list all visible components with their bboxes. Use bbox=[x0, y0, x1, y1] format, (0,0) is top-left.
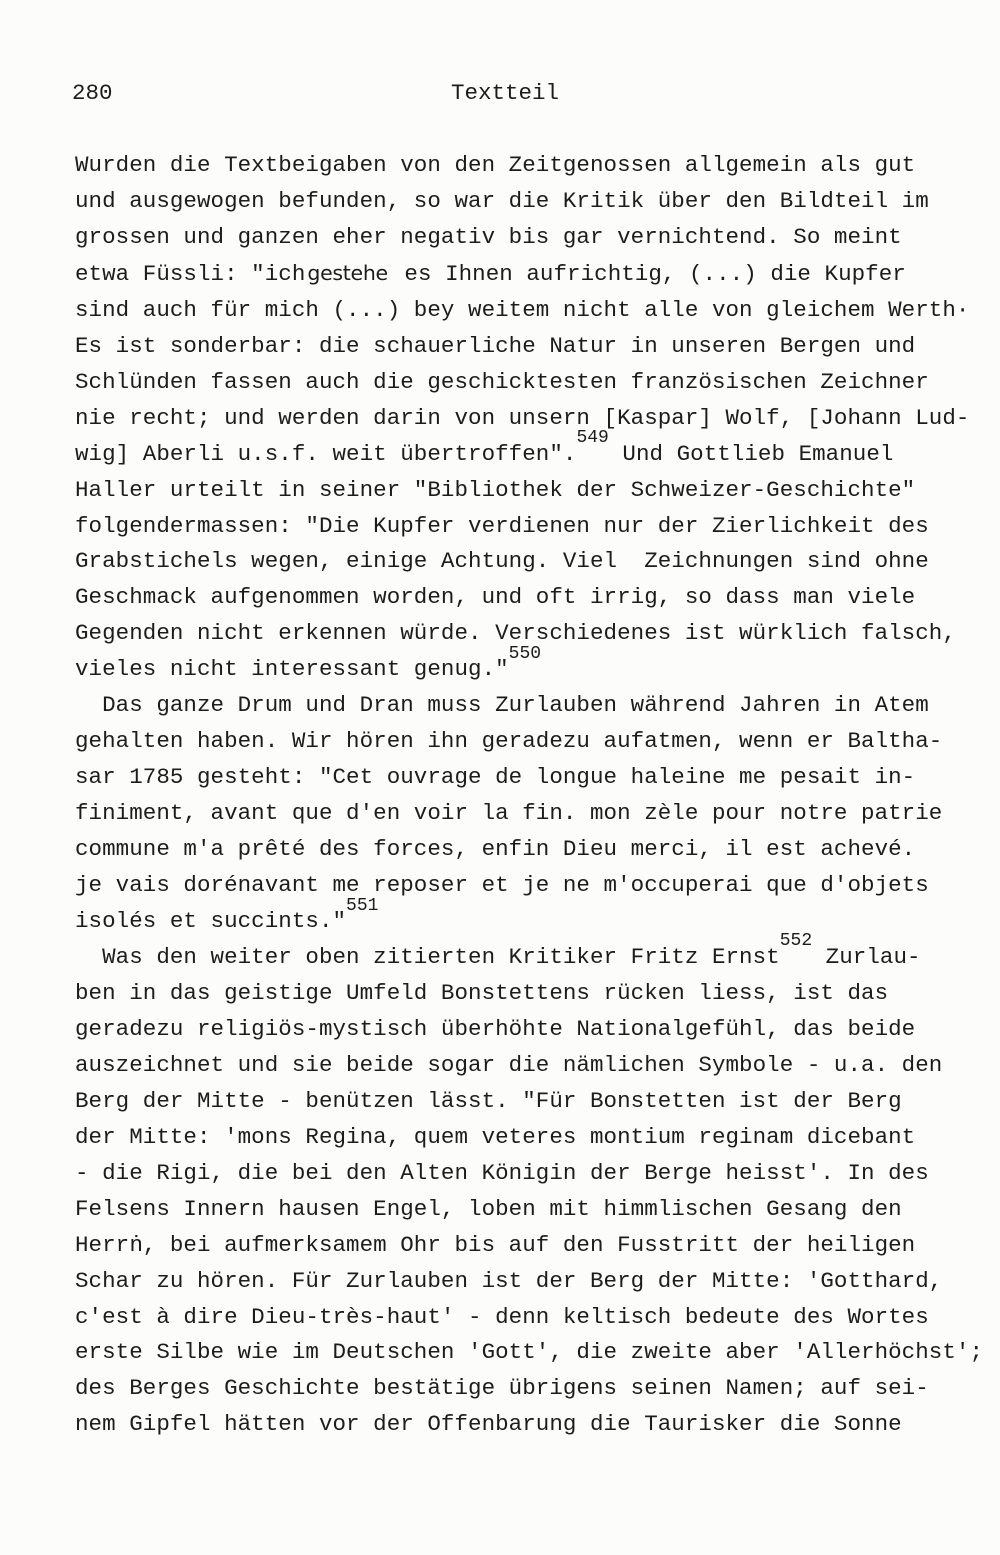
text-segment: sind auch für mich (...) bey weitem nicht alle von gleichem Werth· bbox=[75, 296, 970, 323]
text-segment: commune m'a prêté des forces, enfin Dieu merci, il est achevé. bbox=[75, 836, 916, 863]
text-line bbox=[75, 401, 975, 437]
text-segment: Herrṅ, bei aufmerksamem Ohr bis auf den Fusstritt der heiligen bbox=[75, 1231, 916, 1258]
text-segment: Zurlau- bbox=[812, 943, 921, 970]
text-segment: ben in das geistige Umfeld Bonstettens rücken liess, ist das bbox=[75, 979, 889, 1006]
text-line bbox=[75, 1300, 975, 1336]
text-segment: Wurden die Textbeigaben von den Zeitgenossen allgemein als gut bbox=[75, 152, 916, 178]
text-segment: geradezu religiös-mystisch überhöhte Nationalgefühl, das beide bbox=[75, 1015, 916, 1042]
text-block bbox=[75, 148, 983, 1443]
text-segment: Felsens Innern hausen Engel, loben mit himmlischen Gesang den bbox=[75, 1195, 902, 1222]
text-line bbox=[75, 544, 975, 580]
text-line bbox=[75, 1407, 975, 1443]
text-line bbox=[75, 329, 975, 365]
text-segment: - die Rigi, die bei den Alten Königin der Berge heisst'. In des bbox=[75, 1159, 929, 1186]
text-line bbox=[75, 832, 975, 868]
text-segment: Grabstichels wegen, einige Achtung. Viel Zeichnungen sind ohne bbox=[75, 548, 929, 575]
text-line bbox=[75, 1371, 975, 1407]
footnote-reference: 549 bbox=[576, 428, 609, 449]
text-segment: Gegenden nicht erkennen würde. Verschiedenes ist würklich falsch, bbox=[75, 620, 956, 647]
text-segment: vieles nicht interessant genug." bbox=[75, 656, 509, 683]
text-line bbox=[75, 760, 975, 796]
text-line bbox=[75, 976, 975, 1012]
text-segment: Schlünden fassen auch die geschicktesten französischen Zeichner bbox=[75, 368, 929, 395]
footnote-reference: 552 bbox=[779, 931, 813, 952]
text-segment: finiment, avant que d'en voir la fin. mon zèle pour notre patrie bbox=[75, 800, 943, 827]
text-line bbox=[75, 293, 975, 329]
text-segment: Geschmack aufgenommen worden, und oft irrig, so dass man viele bbox=[75, 584, 916, 611]
footnote-reference: 550 bbox=[508, 643, 542, 664]
page-header bbox=[0, 80, 1000, 110]
text-line bbox=[75, 580, 975, 616]
text-segment: erste Silbe wie im Deutschen 'Gott', die zweite aber 'Allerhöchst'; bbox=[75, 1339, 983, 1366]
text-line bbox=[75, 148, 975, 184]
page-number: 280 bbox=[72, 80, 113, 106]
text-segment: folgendermassen: "Die Kupfer verdienen nur der Zierlichkeit des bbox=[75, 512, 929, 539]
text-segment: Und Gottlieb Emanuel bbox=[608, 440, 894, 467]
text-segment: je vais dorénavant me reposer et je ne m'occuperai que d'objets bbox=[75, 872, 929, 899]
text-line bbox=[75, 1120, 975, 1156]
text-line bbox=[75, 688, 975, 724]
text-line bbox=[75, 184, 975, 220]
text-segment: isolés et succints." bbox=[75, 908, 347, 935]
running-title: Textteil bbox=[450, 80, 560, 106]
text-line bbox=[75, 509, 975, 545]
text-segment: c'est à dire Dieu-très-haut' - denn keltisch bedeute des Wortes bbox=[75, 1303, 929, 1330]
footnote-reference: 551 bbox=[346, 895, 379, 916]
text-segment: Das ganze Drum und Dran muss Zurlauben während Jahren in Atem bbox=[75, 692, 929, 719]
text-segment: sar 1785 gesteht: "Cet ouvrage de longue haleine me pesait in- bbox=[75, 764, 916, 791]
text-segment: grossen und ganzen eher negativ bis gar vernichtend. So meint bbox=[75, 223, 902, 250]
text-line bbox=[75, 473, 975, 509]
text-line bbox=[75, 365, 975, 401]
text-line bbox=[75, 1264, 975, 1300]
text-line bbox=[75, 428, 975, 473]
text-line bbox=[75, 1335, 983, 1371]
text-line bbox=[75, 1012, 975, 1048]
text-line bbox=[75, 256, 975, 293]
text-line bbox=[75, 868, 975, 904]
text-line bbox=[75, 1084, 975, 1120]
text-segment: gehalten haben. Wir hören ihn geradezu aufatmen, wenn er Baltha- bbox=[75, 728, 943, 755]
text-segment: es Ihnen aufrichtig, (...) die Kupfer bbox=[390, 260, 906, 287]
text-segment: Schar zu hören. Für Zurlauben ist der Berg der Mitte: 'Gotthard, bbox=[75, 1267, 943, 1294]
text-line bbox=[75, 895, 975, 940]
text-line bbox=[75, 1228, 975, 1264]
text-segment: wig] Aberli u.s.f. weit übertroffen". bbox=[75, 440, 577, 467]
text-line bbox=[75, 1192, 975, 1228]
text-segment: Es ist sonderbar: die schauerliche Natur in unseren Bergen und bbox=[75, 332, 916, 359]
text-segment: Was den weiter oben zitierten Kritiker Fritz Ernst bbox=[75, 943, 780, 970]
text-segment: Berg der Mitte - benützen lässt. "Für Bonstetten ist der Berg bbox=[75, 1087, 902, 1114]
text-line bbox=[75, 643, 975, 688]
text-segment: auszeichnet und sie beide sogar die nämlichen Symbole - u.a. den bbox=[75, 1051, 943, 1078]
text-line bbox=[75, 1156, 975, 1192]
text-segment: des Berges Geschichte bestätige übrigens seinen Namen; auf sei- bbox=[75, 1375, 929, 1402]
text-segment: etwa Füssli: "ich bbox=[75, 260, 306, 287]
text-line bbox=[75, 1048, 975, 1084]
text-segment: nie recht; und werden darin von unsern [Kaspar] Wolf, [Johann Lud- bbox=[75, 404, 970, 431]
text-line bbox=[75, 724, 975, 760]
text-segment: und ausgewogen befunden, so war die Kritik über den Bildteil im bbox=[75, 187, 929, 214]
text-segment: der Mitte: 'mons Regina, quem veteres montium reginam dicebant bbox=[75, 1123, 916, 1150]
text-line bbox=[75, 796, 975, 832]
inserted-word: gestehe bbox=[307, 260, 388, 285]
text-line bbox=[75, 220, 975, 256]
text-line bbox=[75, 931, 975, 976]
text-segment: nem Gipfel hätten vor der Offenbarung die Taurisker die Sonne bbox=[75, 1411, 902, 1438]
text-segment: Haller urteilt in seiner "Bibliothek der Schweizer-Geschichte" bbox=[75, 476, 916, 503]
